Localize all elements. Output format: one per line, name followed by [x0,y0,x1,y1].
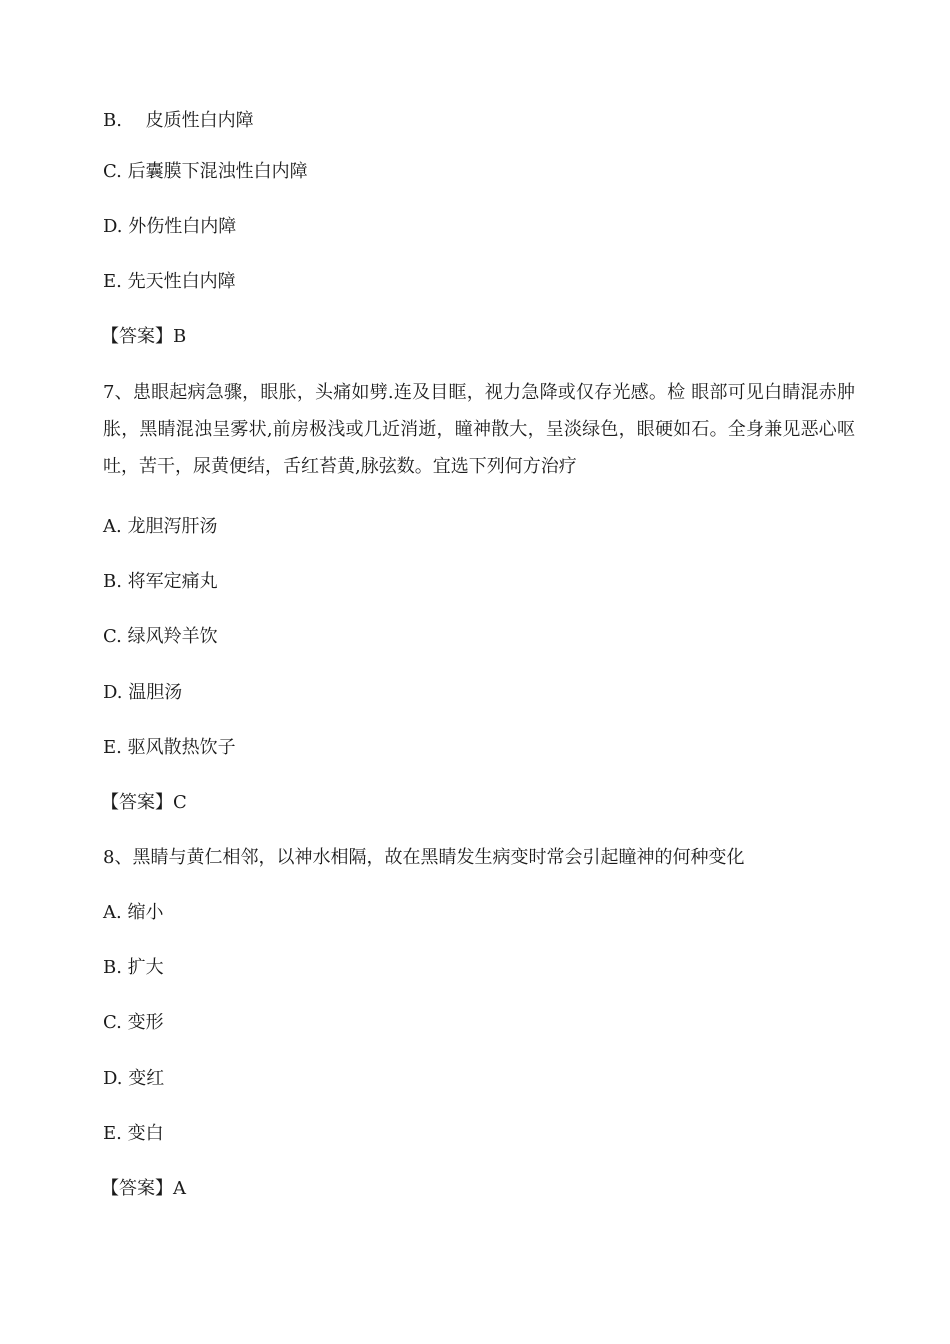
q6-answer: 【答案】B [101,326,187,347]
q7-answer: 【答案】C [101,792,187,813]
q8-option-d: D. 变红 [103,1068,165,1089]
q7-option-a: A. 龙胆泻肝汤 [103,516,218,537]
q6-option-c: C. 后囊膜下混浊性白内障 [103,161,308,182]
q6-option-d: D. 外伤性白内障 [103,216,237,237]
q8-stem: 8、黑睛与黄仁相邻，以神水相隔，故在黑睛发生病变时常会引起瞳神的何种变化 [103,847,745,868]
q7-option-d: D. 温胆汤 [103,682,183,703]
q7-option-b: B. 将军定痛丸 [103,571,218,592]
q8-option-e: E. 变白 [103,1123,164,1144]
q8-option-c: C. 变形 [103,1012,164,1033]
q6-option-e: E. 先天性白内障 [103,271,236,292]
q7-option-c: C. 绿风羚羊饮 [103,626,218,647]
q8-answer: 【答案】A [101,1178,186,1199]
q8-option-a: A. 缩小 [103,902,164,923]
q7-stem: 7、患眼起病急骤，眼胀，头痛如劈.连及目眶，视力急降或仅存光感。检 眼部可见白睛混赤肿胀，黑睛混浊呈雾状,前房极浅或几近消逝，瞳神散大，呈淡绿色，眼硬如石。全身兼见恶心呕吐，苦干，尿黄便结，舌红苔黄,脉弦数。宜选下列何方治疗 [103,382,855,477]
q7-option-e: E. 驱风散热饮子 [103,737,236,758]
q8-option-b: B. 扩大 [103,957,164,978]
q6-option-b: B. 皮质性白内障 [103,110,254,131]
